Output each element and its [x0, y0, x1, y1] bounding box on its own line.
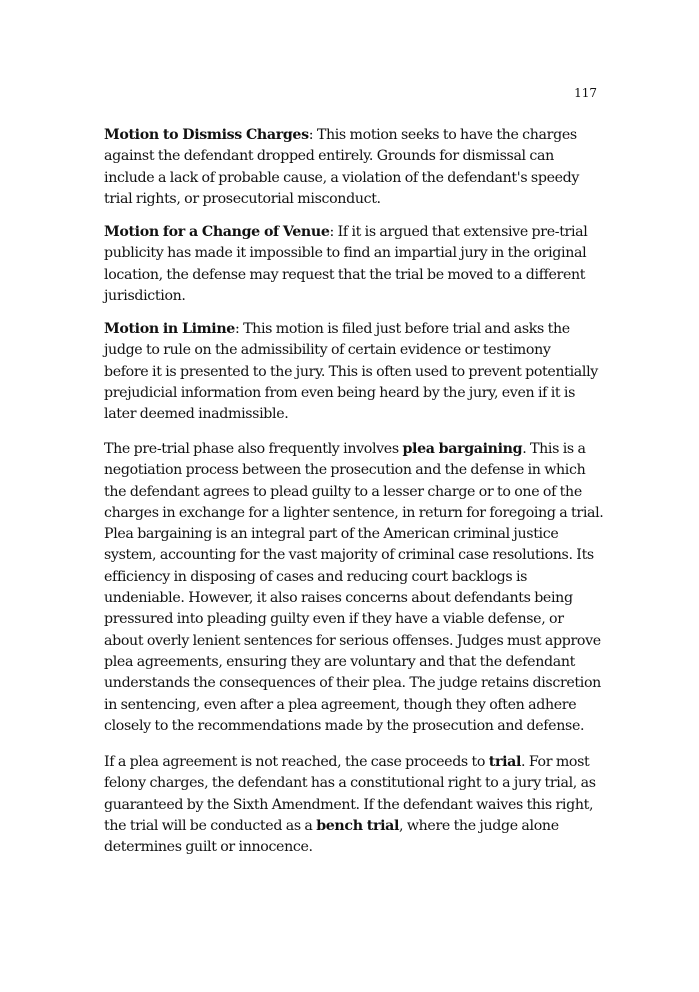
- text-line: [104, 168, 604, 189]
- text-run: the trial will be conducted as a: [104, 817, 317, 834]
- bold-term: plea bargaining: [402, 441, 523, 457]
- paragraph-plea-bargaining: [104, 439, 604, 737]
- text-run: closely to the recommendations made by the prosecution and defense.: [104, 717, 585, 734]
- text-line: [104, 340, 604, 361]
- text-line: [104, 631, 604, 652]
- text-run: system, accounting for the vast majority of criminal case resolutions. Its: [104, 547, 594, 564]
- text-run: charges in exchange for a lighter sentence, in return for foregoing a trial.: [104, 504, 604, 521]
- text-run: prejudicial information from even being heard by the jury, even if it is: [104, 384, 576, 401]
- text-line: [104, 752, 604, 773]
- paragraph-motion-to-dismiss: [104, 125, 604, 210]
- text-line: [104, 795, 604, 816]
- text-line: [104, 243, 604, 264]
- text-line: [104, 652, 604, 673]
- text-run: understands the consequences of their plea. The judge retains discretion: [104, 675, 601, 692]
- text-line: [104, 125, 604, 146]
- text-run: judge to rule on the admissibility of certain evidence or testimony: [104, 342, 551, 359]
- text-line: [104, 695, 604, 716]
- bold-term: Motion to Dismiss Charges: [104, 127, 309, 143]
- text-run: publicity has made it impossible to find an impartial jury in the original: [104, 245, 587, 262]
- text-run: later deemed inadmissible.: [104, 406, 289, 423]
- bold-term: bench trial: [316, 817, 399, 834]
- text-line: [104, 524, 604, 545]
- text-run: in sentencing, even after a plea agreement, though they often adhere: [104, 696, 577, 713]
- text-run: trial rights, or prosecutorial misconduct.: [104, 190, 381, 207]
- text-line: [104, 545, 604, 566]
- text-line: [104, 482, 604, 503]
- text-line: [104, 286, 604, 307]
- text-run: The pre-trial phase also frequently involves: [104, 441, 403, 457]
- text-run: about overly lenient sentences for serious offenses. Judges must approve: [104, 632, 601, 649]
- text-line: [104, 773, 604, 794]
- text-line: [104, 460, 604, 481]
- bold-term: Motion for a Change of Venue: [104, 224, 330, 240]
- text-run: : If it is argued that extensive pre-trial: [329, 224, 588, 240]
- text-run: pressured into pleading guilty even if they have a viable defense, or: [104, 611, 564, 628]
- text-run: the defendant agrees to plead guilty to a lesser charge or to one of the: [104, 483, 582, 500]
- text-line: [104, 673, 604, 694]
- text-line: [104, 189, 604, 210]
- text-line: [104, 567, 604, 588]
- text-run: against the defendant dropped entirely. Grounds for dismissal can: [104, 148, 554, 165]
- bold-term: Motion in Limine: [104, 321, 235, 337]
- text-line: [104, 716, 604, 737]
- text-line: [104, 439, 604, 460]
- text-run: : This motion is filed just before trial and asks the: [234, 321, 570, 337]
- text-line: [104, 265, 604, 286]
- text-run: . This is a: [522, 441, 586, 457]
- text-line: [104, 503, 604, 524]
- text-run: Plea bargaining is an integral part of the American criminal justice: [104, 526, 559, 543]
- text-run: If a plea agreement is not reached, the case proceeds to: [104, 754, 489, 770]
- text-run: . For most: [521, 754, 590, 770]
- text-line: [104, 609, 604, 630]
- text-line: [104, 222, 604, 243]
- paragraph-motion-change-of-venue: [104, 222, 604, 307]
- text-run: efficiency in disposing of cases and reducing court backlogs is: [104, 568, 528, 585]
- text-line: [104, 146, 604, 167]
- text-run: , where the judge alone: [399, 817, 559, 834]
- bold-term: trial: [488, 754, 521, 770]
- text-run: negotiation process between the prosecution and the defense in which: [104, 462, 586, 479]
- text-run: undeniable. However, it also raises concerns about defendants being: [104, 590, 573, 607]
- text-run: : This motion seeks to have the charges: [308, 127, 577, 143]
- page-number: 117: [574, 86, 597, 100]
- paragraph-trial: [104, 752, 604, 858]
- paragraph-motion-in-limine: [104, 319, 604, 425]
- text-run: include a lack of probable cause, a violation of the defendant's speedy: [104, 169, 580, 186]
- text-line: [104, 588, 604, 609]
- text-run: jurisdiction.: [104, 287, 186, 304]
- text-line: [104, 404, 604, 425]
- text-line: [104, 362, 604, 383]
- text-run: location, the defense may request that the trial be moved to a different: [104, 266, 586, 283]
- text-line: [104, 837, 604, 858]
- text-run: determines guilt or innocence.: [104, 839, 313, 856]
- text-line: [104, 319, 604, 340]
- text-run: plea agreements, ensuring they are voluntary and that the defendant: [104, 653, 575, 670]
- text-run: guaranteed by the Sixth Amendment. If the defendant waives this right,: [104, 796, 594, 813]
- text-run: before it is presented to the jury. This is often used to prevent potentially: [104, 363, 598, 380]
- text-line: [104, 816, 604, 837]
- text-line: [104, 383, 604, 404]
- text-run: felony charges, the defendant has a constitutional right to a jury trial, as: [104, 775, 596, 792]
